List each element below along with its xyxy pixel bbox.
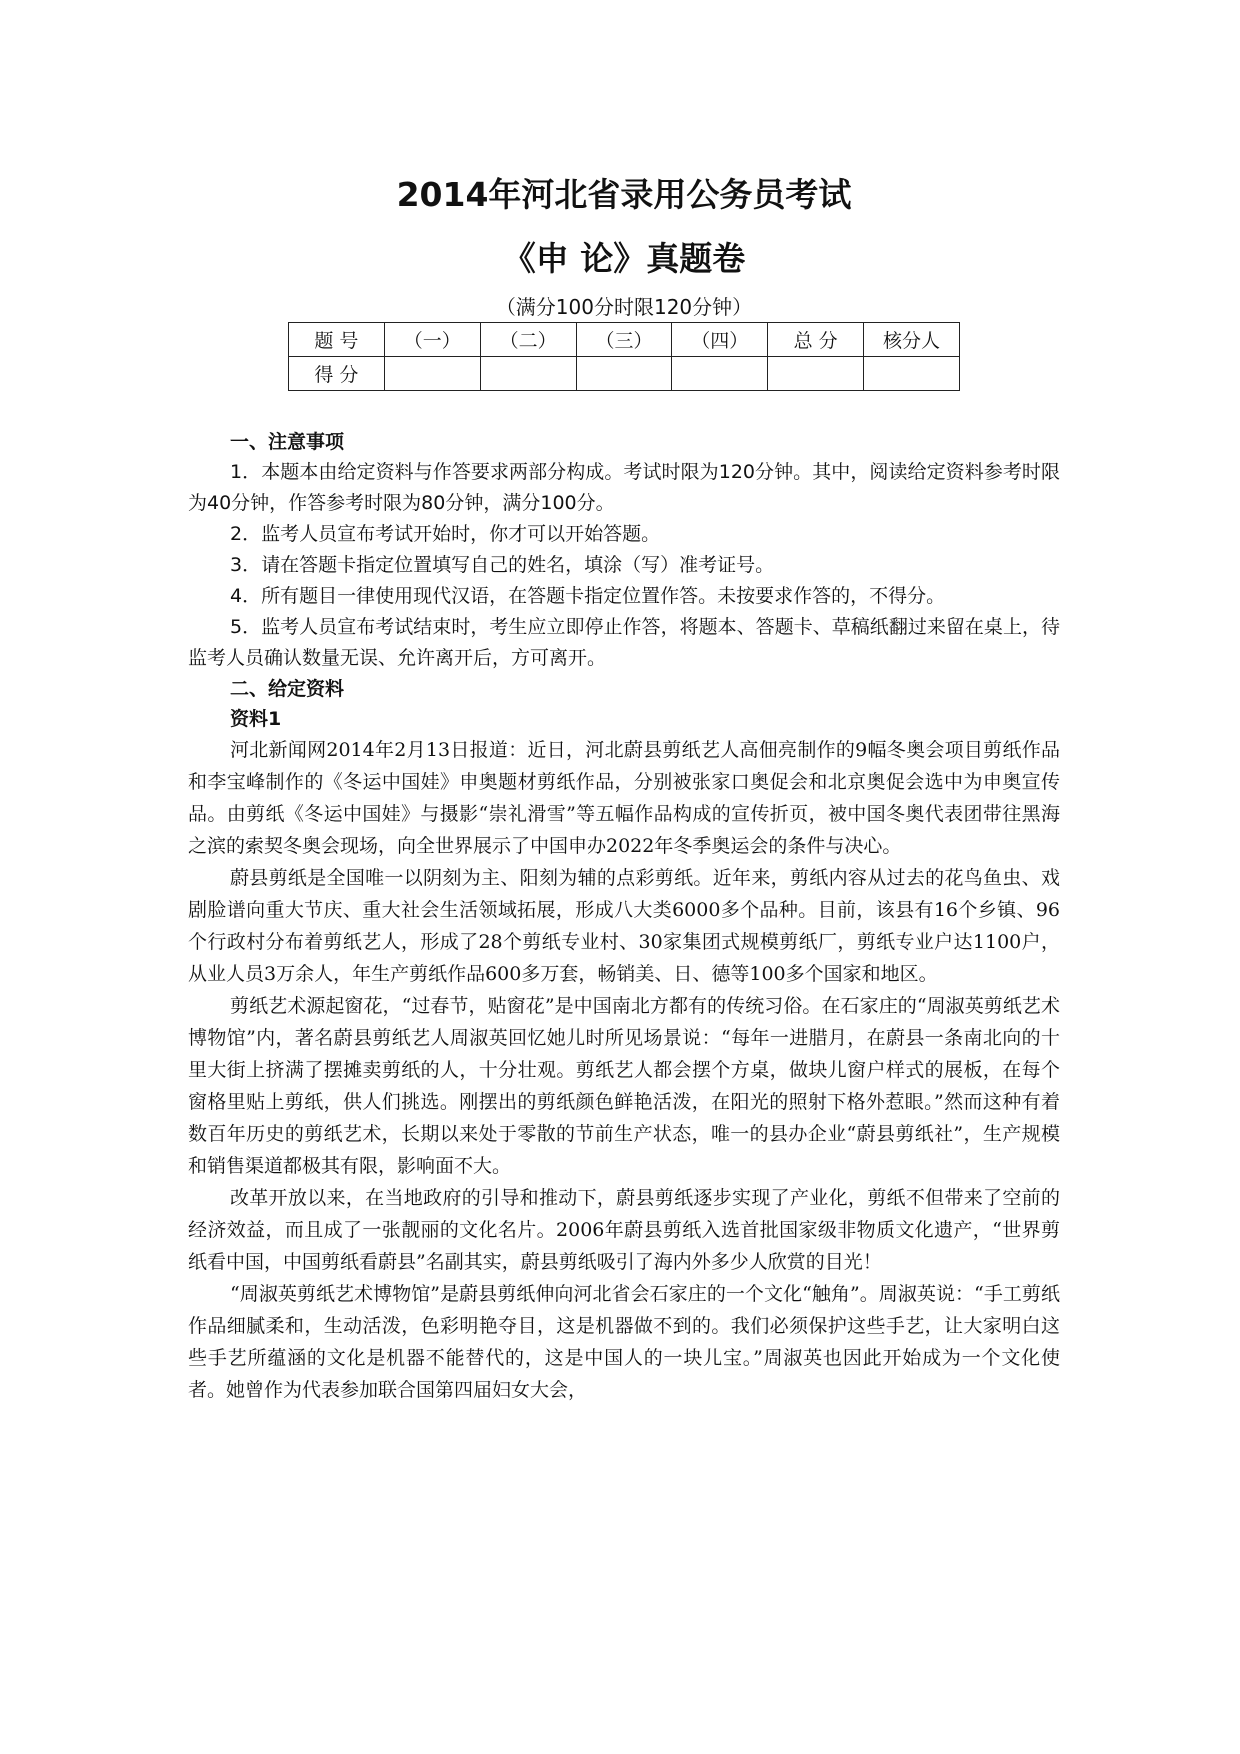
material-paragraph: 河北新闻网2014年2月13日报道：近日，河北蔚县剪纸艺人高佃亮制作的9幅冬奥会项目剪纸作品和李宝峰制作的《冬运中国娃》申奥题材剪纸作品，分别被张家口奥促会和北京奥促会选中为申奥宣传品。由剪纸《冬运中国娃》与摄影“崇礼滑雪”等五幅作品构成的宣传折页，被中国冬奥代表团带往黑海之滨的索契冬奥会现场，向全世界展示了中国申办2022年冬季奥运会的条件与决心。 (188, 739, 1060, 857)
note-item: 1．本题本由给定资料与作答要求两部分构成。考试时限为120分钟。其中，阅读给定资料参考时限为40分钟，作答参考时限为80分钟，满分100分。 (188, 461, 1060, 514)
score-cell (864, 357, 960, 391)
score-table-header-cell: （一） (384, 323, 480, 357)
score-table-score-row (289, 357, 960, 391)
score-cell (672, 357, 768, 391)
score-cell (480, 357, 576, 391)
score-cell (384, 357, 480, 391)
score-table-header-cell: 核分人 (864, 323, 960, 357)
materials-heading: 二、给定资料 (230, 678, 345, 700)
score-table-header-cell: 总 分 (768, 323, 864, 357)
score-cell (576, 357, 672, 391)
note-item: 3．请在答题卡指定位置填写自己的姓名，填涂（写）准考证号。 (230, 554, 775, 576)
notes-heading: 一、注意事项 (230, 431, 345, 453)
score-time-info: （满分100分时限120分钟） (495, 295, 753, 319)
material-paragraph: 剪纸艺术源起窗花，“过春节，贴窗花”是中国南北方都有的传统习俗。在石家庄的“周淑英剪纸艺术博物馆”内，著名蔚县剪纸艺人周淑英回忆她儿时所见场景说：“每年一进腊月，在蔚县一条南北向的十里大街上挤满了摆摊卖剪纸的人，十分壮观。剪纸艺人都会摆个方桌，做块儿窗户样式的展板，在每个窗格里贴上剪纸，供人们挑选。刚摆出的剪纸颜色鲜艳活泼，在阳光的照射下格外惹眼。”然而这种有着数百年历史的剪纸艺术，长期以来处于零散的节前生产状态，唯一的县办企业“蔚县剪纸社”，生产规模和销售渠道都极其有限，影响面不大。 (188, 995, 1060, 1177)
score-cell (768, 357, 864, 391)
note-item: 2．监考人员宣布考试开始时，你才可以开始答题。 (230, 523, 661, 545)
note-item: 5．监考人员宣布考试结束时，考生应立即停止作答，将题本、答题卡、草稿纸翻过来留在桌上，待监考人员确认数量无误、允许离开后，方可离开。 (188, 616, 1060, 669)
score-table-header-cell: （三） (576, 323, 672, 357)
score-table-header-cell: （二） (480, 323, 576, 357)
material-1-heading: 资料1 (230, 708, 282, 730)
score-table-header-row (289, 323, 960, 357)
exam-page (188, 172, 1060, 1406)
score-table-header-cell: （四） (672, 323, 768, 357)
material-paragraph: 蔚县剪纸是全国唯一以阴刻为主、阳刻为辅的点彩剪纸。近年来，剪纸内容从过去的花鸟鱼虫、戏剧脸谱向重大节庆、重大社会生活领域拓展，形成八大类6000多个品种。目前，该县有16个乡镇、96个行政村分布着剪纸艺人，形成了28个剪纸专业村、30家集团式规模剪纸厂，剪纸专业户达1100户，从业人员3万余人，年生产剪纸作品600多万套，畅销美、日、德等100多个国家和地区。 (188, 867, 1060, 985)
score-row-label: 得 分 (289, 357, 385, 391)
material-paragraph: 改革开放以来，在当地政府的引导和推动下，蔚县剪纸逐步实现了产业化，剪纸不但带来了空前的经济效益，而且成了一张靓丽的文化名片。2006年蔚县剪纸入选首批国家级非物质文化遗产，“世界剪纸看中国，中国剪纸看蔚县”名副其实，蔚县剪纸吸引了海内外多少人欣赏的目光！ (188, 1187, 1060, 1273)
exam-subtitle: 《申 论》真题卷 (502, 239, 746, 278)
exam-title: 2014年河北省录用公务员考试 (396, 175, 852, 214)
material-paragraph: “周淑英剪纸艺术博物馆”是蔚县剪纸伸向河北省会石家庄的一个文化“触角”。周淑英说：“手工剪纸作品细腻柔和，生动活泼，色彩明艳夺目，这是机器做不到的。我们必须保护这些手艺，让大家明白这些手艺所蕴涵的文化是机器不能替代的，这是中国人的一块儿宝。”周淑英也因此开始成为一个文化使者。她曾作为代表参加联合国第四届妇女大会， (188, 1283, 1060, 1401)
score-table-header-cell: 题 号 (289, 323, 385, 357)
note-item: 4．所有题目一律使用现代汉语，在答题卡指定位置作答。未按要求作答的，不得分。 (230, 585, 946, 607)
score-table (288, 322, 960, 391)
